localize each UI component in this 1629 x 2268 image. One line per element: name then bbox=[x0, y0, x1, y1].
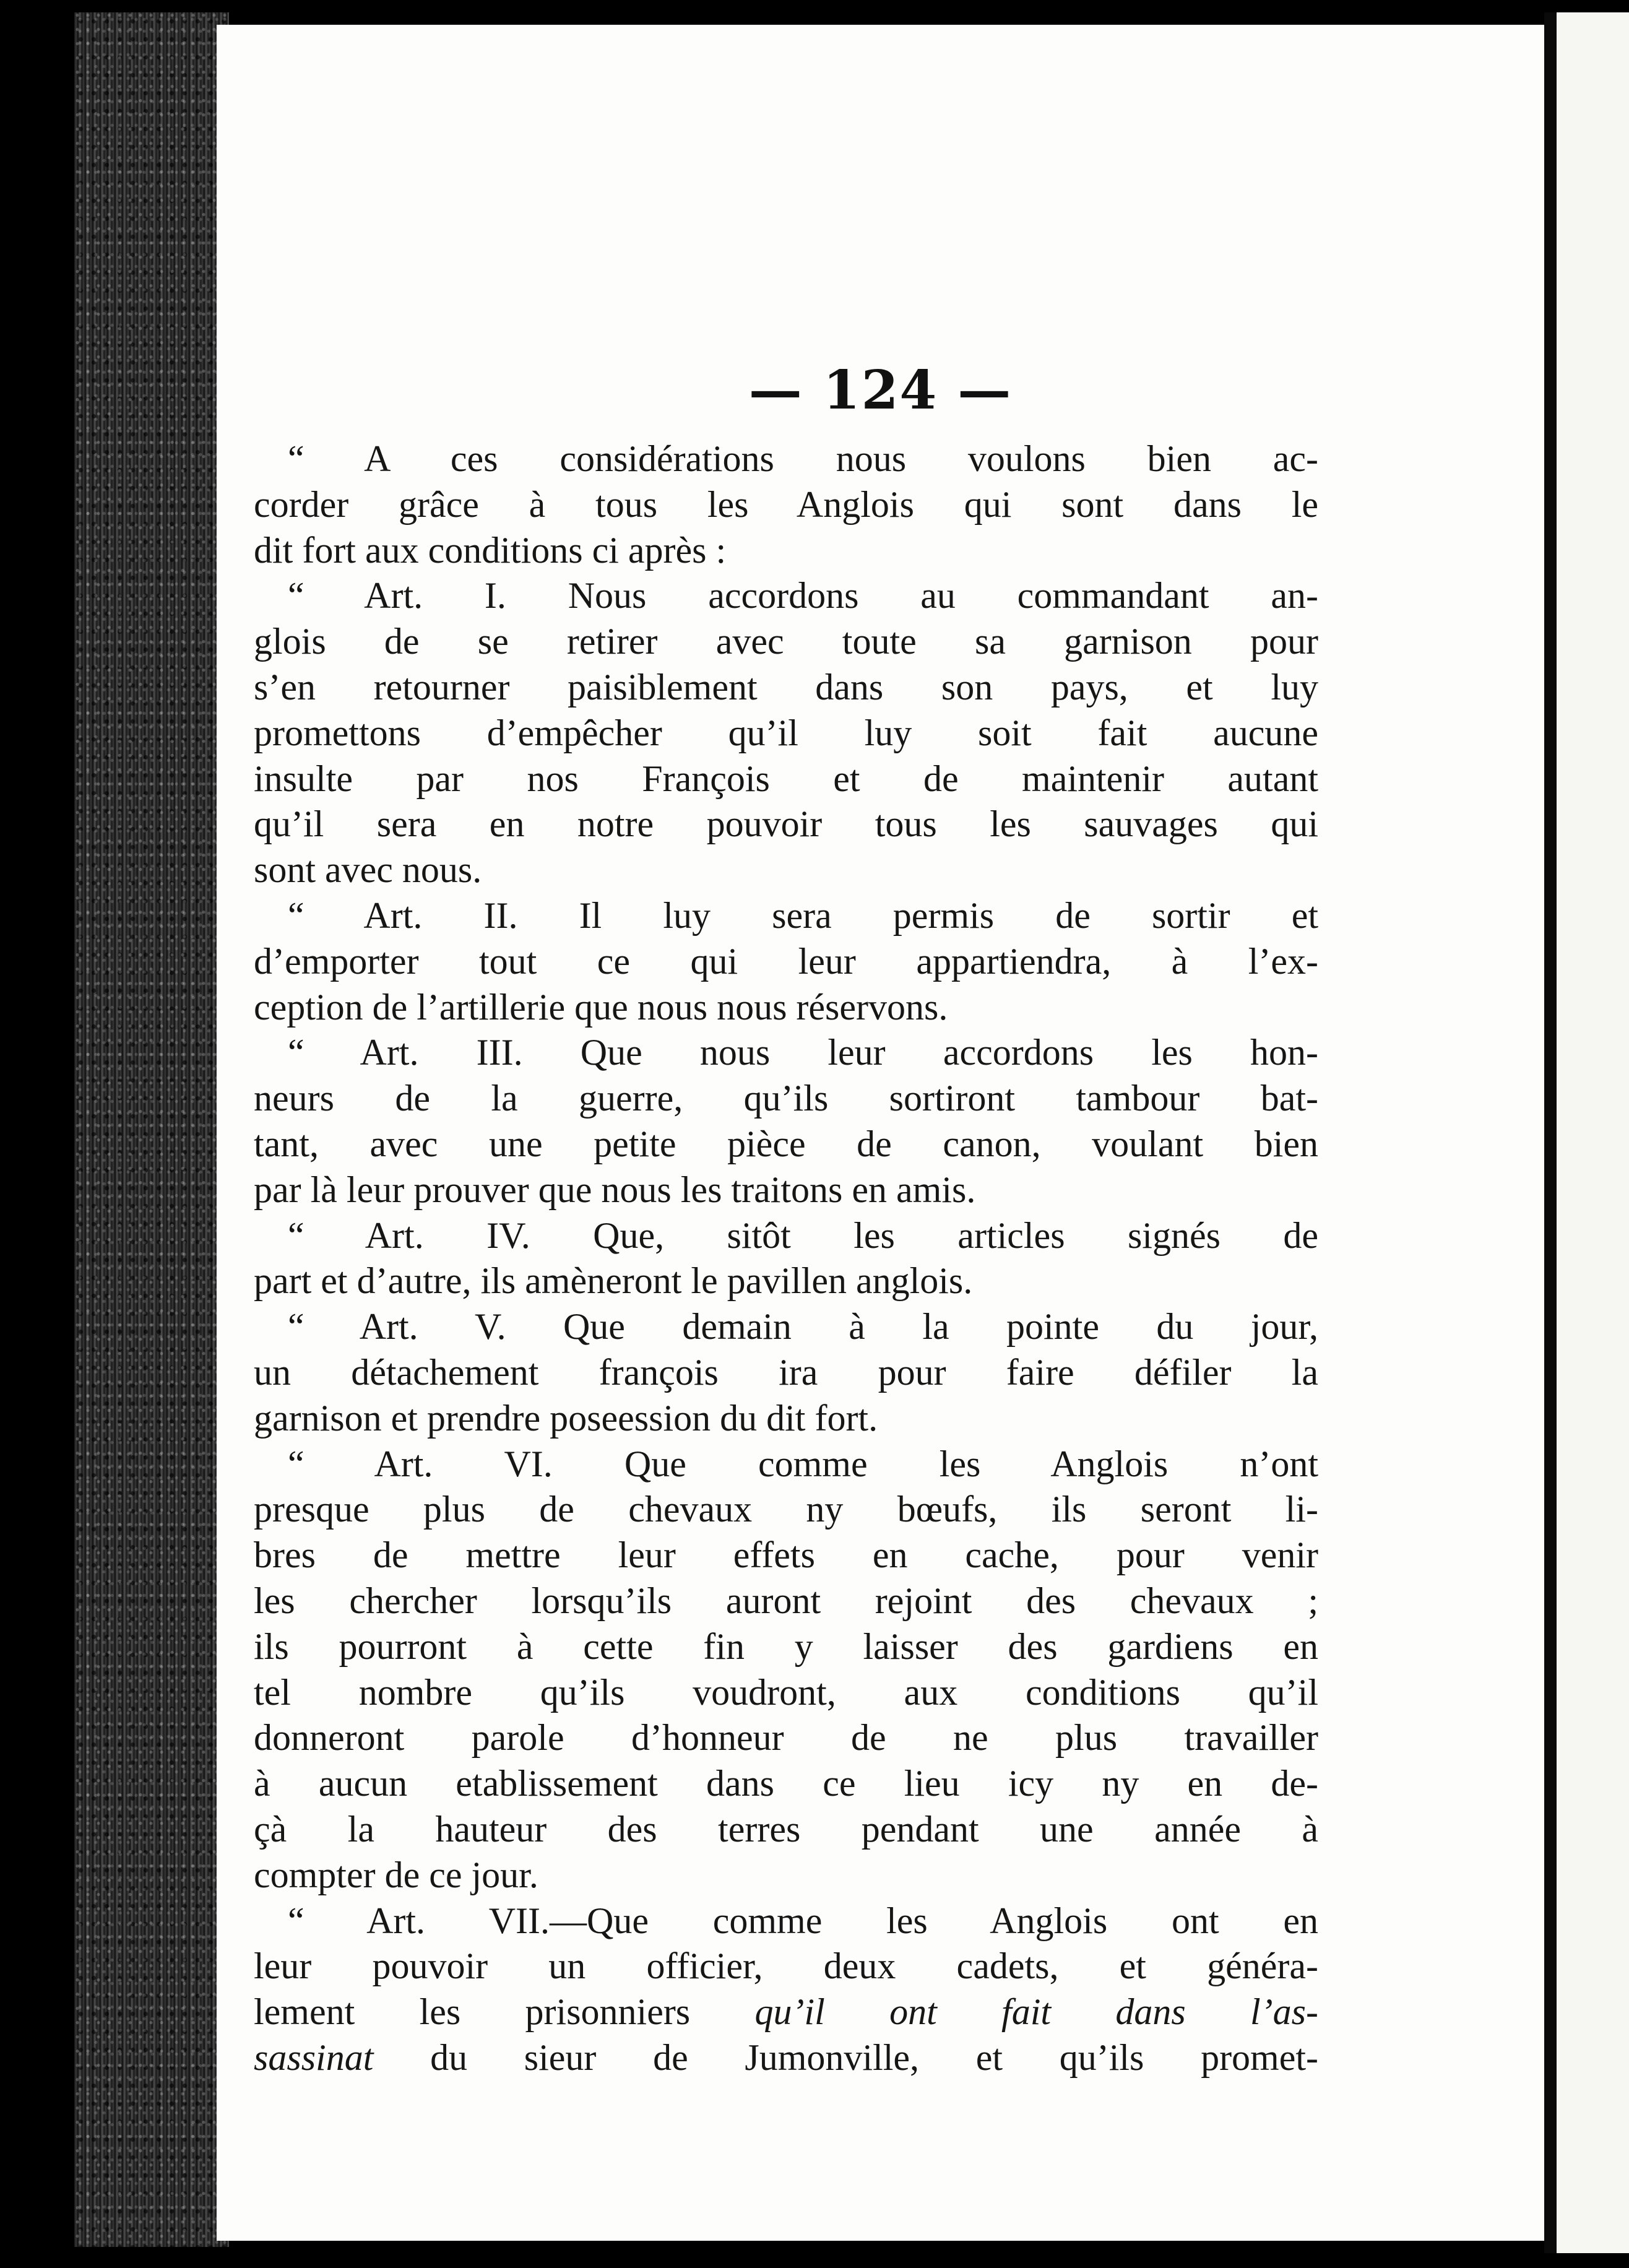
text-line: compter de ce jour. bbox=[254, 1854, 538, 1895]
text-line-mixed bbox=[254, 1989, 1318, 2035]
text-line: tant, avec une petite pièce de canon, voulant bien bbox=[254, 1123, 1318, 1164]
text-line: “ Art. II. Il luy sera permis de sortir et bbox=[288, 894, 1318, 936]
paragraph-article-5 bbox=[254, 1304, 1318, 1441]
text-line: “ Art. VI. Que comme les Anglois n’ont bbox=[288, 1443, 1318, 1484]
text-line: leur pouvoir un officier, deux cadets, et généra- bbox=[254, 1946, 1318, 1987]
text-line: glois de se retirer avec toute sa garnison pour bbox=[254, 621, 1318, 662]
book-page-edge bbox=[74, 12, 229, 2247]
text-line: “ A ces considérations nous voulons bien ac- bbox=[288, 438, 1318, 479]
gutter-shadow bbox=[1544, 12, 1557, 2253]
paragraph-article-3 bbox=[254, 1030, 1318, 1213]
text-line: ception de l’artillerie que nous nous réservons. bbox=[254, 986, 948, 1028]
text-line: qu’il sera en notre pouvoir tous les sauvages qui bbox=[254, 803, 1318, 845]
text-line: dit fort aux conditions ci après : bbox=[254, 529, 727, 571]
paragraph-article-6 bbox=[254, 1442, 1318, 1898]
text-line: insulte par nos François et de maintenir autant bbox=[254, 758, 1318, 799]
text-line: neurs de la guerre, qu’ils sortiront tambour bat- bbox=[254, 1078, 1318, 1119]
italic-phrase: sassinat bbox=[254, 2036, 374, 2078]
paragraph-article-4 bbox=[254, 1213, 1318, 1305]
paragraph-article-7 bbox=[254, 1898, 1318, 2081]
text-line: les chercher lorsqu’ils auront rejoint des chevaux ; bbox=[254, 1580, 1318, 1621]
text-line-mixed bbox=[254, 2035, 1318, 2081]
text-line: tel nombre qu’ils voudront, aux conditions qu’il bbox=[254, 1671, 1318, 1713]
text-line: “ Art. III. Que nous leur accordons les hon- bbox=[288, 1032, 1318, 1073]
text-line: un détachement françois ira pour faire défiler la bbox=[254, 1351, 1318, 1393]
text-line: “ Art. I. Nous accordons au commandant an- bbox=[288, 575, 1318, 617]
text-line: promettons d’empêcher qu’il luy soit fait aucune bbox=[254, 712, 1318, 753]
text-line: presque plus de chevaux ny bœufs, ils seront li- bbox=[254, 1489, 1318, 1530]
text-line: s’en retourner paisiblement dans son pays, et luy bbox=[254, 666, 1318, 708]
text-line: “ Art. IV. Que, sitôt les articles signés de bbox=[288, 1214, 1318, 1256]
paragraph-article-2 bbox=[254, 893, 1318, 1030]
text-line: part et d’autre, ils amèneront le pavillen anglois. bbox=[254, 1260, 973, 1302]
text-run: lement les prisonniers bbox=[254, 1991, 755, 2033]
text-line: bres de mettre leur effets en cache, pour venir bbox=[254, 1534, 1318, 1576]
text-line: “ Art. VII.—Que comme les Anglois ont en bbox=[288, 1900, 1318, 1941]
paragraph-intro bbox=[254, 436, 1318, 573]
italic-phrase: qu’il ont fait dans l’as- bbox=[754, 1991, 1318, 2033]
body-text bbox=[254, 436, 1318, 2081]
text-line: donneront parole d’honneur de ne plus travailler bbox=[254, 1717, 1318, 1759]
text-line: à aucun etablissement dans ce lieu icy ny en de- bbox=[254, 1763, 1318, 1804]
text-line: garnison et prendre poseession du dit fort. bbox=[254, 1397, 878, 1439]
text-line: çà la hauteur des terres pendant une année à bbox=[254, 1808, 1318, 1850]
text-line: sont avec nous. bbox=[254, 849, 482, 891]
page-number: — 124 — bbox=[748, 359, 1013, 422]
text-line: ils pourront à cette fin y laisser des gardiens en bbox=[254, 1625, 1318, 1667]
text-line: “ Art. V. Que demain à la pointe du jour, bbox=[288, 1306, 1318, 1348]
text-line: par là leur prouver que nous les traitons en amis. bbox=[254, 1169, 976, 1210]
adjacent-page-edge bbox=[1557, 12, 1629, 2253]
paragraph-article-1 bbox=[254, 573, 1318, 893]
text-run: du sieur de Jumonville, et qu’ils promet- bbox=[373, 2036, 1318, 2078]
text-line: d’emporter tout ce qui leur appartiendra, à l’ex- bbox=[254, 940, 1318, 982]
text-line: corder grâce à tous les Anglois qui sont dans le bbox=[254, 483, 1318, 525]
